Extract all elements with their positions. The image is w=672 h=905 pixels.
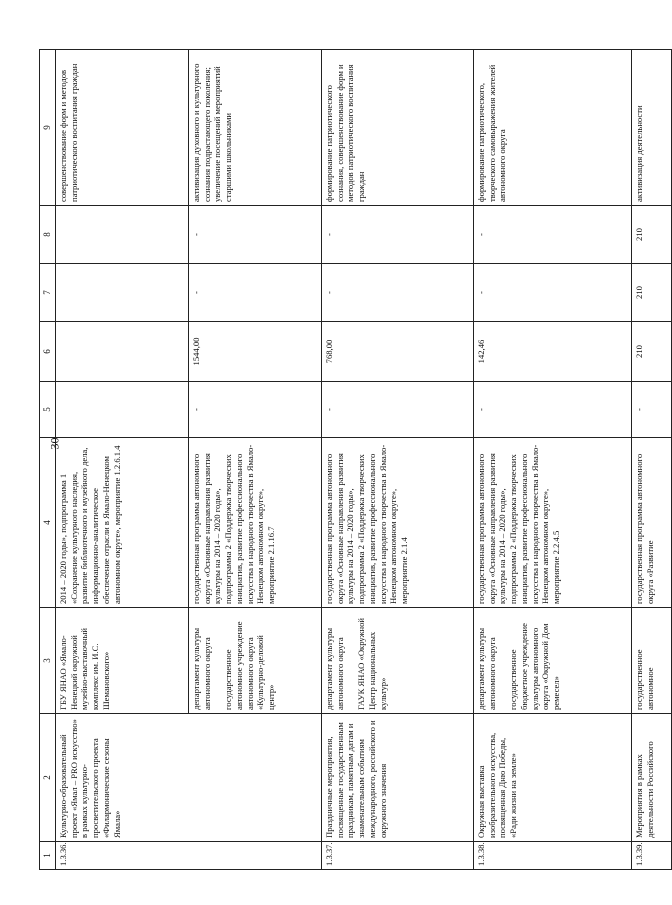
header-cell: 7 bbox=[40, 264, 56, 322]
expected-result: активизация духовного и культурного сознания подрастающего поколения; увеличение посещений мероприятий старшими школьниками bbox=[189, 50, 322, 206]
row-number: 1.3.38. bbox=[474, 842, 632, 870]
value-col6: 142,46 bbox=[474, 322, 632, 382]
executor: ГБУ ЯНАО «Ямало-Ненецкий окружной музейно-выставочный комплекс им. И.С. Шемановского» bbox=[56, 608, 189, 714]
value-col7: 210 bbox=[632, 264, 672, 322]
value-col8: - bbox=[189, 206, 322, 264]
event-name: Мероприятия в рамках деятельности Российского bbox=[632, 714, 672, 842]
value-col5: - bbox=[189, 382, 322, 438]
value-col5: - bbox=[632, 382, 672, 438]
header-cell: 8 bbox=[40, 206, 56, 264]
value-col6: 210 bbox=[632, 322, 672, 382]
value-col7: - bbox=[189, 264, 322, 322]
value-col7 bbox=[56, 264, 189, 322]
value-col8: - bbox=[474, 206, 632, 264]
header-cell: 2 bbox=[40, 714, 56, 842]
header-cell: 5 bbox=[40, 382, 56, 438]
header-cell: 6 bbox=[40, 322, 56, 382]
value-col5 bbox=[56, 382, 189, 438]
value-col5: - bbox=[322, 382, 474, 438]
program-reference: 2014 – 2020 годы», подпрограмма 1 «Сохранение культурного наследия, развитие библиотечного и музейного дела, информационно-аналитическое обеспечение отрасли в Ямало-Ненецком автономном округе», мероприятие 1.2.6.1.4 bbox=[56, 438, 189, 608]
header-cell: 4 bbox=[40, 438, 56, 608]
header-cell: 3 bbox=[40, 608, 56, 714]
table-row bbox=[632, 50, 672, 870]
row-number: 1.3.37. bbox=[322, 842, 474, 870]
table-row bbox=[56, 50, 189, 870]
event-name: Праздничные мероприятия, посвященные государственным праздникам, памятным датам и знаменательным событиям международного, российского и окружного значения bbox=[322, 714, 474, 842]
event-name: Окружная выставка изобразительного искусства, посвященная Дню Победы, «Ради жизни на земле» bbox=[474, 714, 632, 842]
executor: государственное автономное bbox=[632, 608, 672, 714]
program-reference: государственная программа автономного округа «Основные направления развития культуры на 2014 – 2020 годы», подпрограмма 2 «Поддержка творческих инициатив, развитие профессионального искусства и народного творчества в Ямало-Ненецком автономном округе», мероприятие 2.1.16.7 bbox=[189, 438, 322, 608]
value-col6: 1544,00 bbox=[189, 322, 322, 382]
program-reference: государственная программа автономного округа «Развитие bbox=[632, 438, 672, 608]
header-row bbox=[40, 50, 56, 870]
events-table bbox=[39, 49, 672, 870]
expected-result: активизация деятельности bbox=[632, 50, 672, 206]
value-col8 bbox=[56, 206, 189, 264]
value-col7: - bbox=[474, 264, 632, 322]
value-col8: 210 bbox=[632, 206, 672, 264]
expected-result: формирование патриотического, творческого самовыражения жителей автономного округа bbox=[474, 50, 632, 206]
page-number: 30 bbox=[47, 437, 62, 450]
table-row bbox=[474, 50, 632, 870]
header-cell: 1 bbox=[40, 842, 56, 870]
event-name: Культурно-образовательный проект «Ямал – PRO искусство» в рамках культурно-просветительского проекта «Филармонические сезоны Ямала» bbox=[56, 714, 322, 842]
header-cell: 9 bbox=[40, 50, 56, 206]
row-number: 1.3.36. bbox=[56, 842, 322, 870]
value-col5: - bbox=[474, 382, 632, 438]
value-col6: 768,00 bbox=[322, 322, 474, 382]
expected-result: формирование патриотического сознания, совершенствование форм и методов патриотического воспитания граждан bbox=[322, 50, 474, 206]
program-reference: государственная программа автономного округа «Основные направления развития культуры на 2014 – 2020 годы», подпрограмма 2 «Поддержка творческих инициатив, развитие профессионального искусства и народного творчества в Ямало-Ненецком автономном округе», мероприятие 2.2.4.5 bbox=[474, 438, 632, 608]
rotated-table-sheet bbox=[39, 50, 655, 870]
value-col6 bbox=[56, 322, 189, 382]
executor: департамент культуры автономного округа государственное автономное учреждение автономного округа «Культурно-деловой центр» bbox=[189, 608, 322, 714]
executor: департамент культуры автономного округа ГАУК ЯНАО «Окружной Центр национальных культур» bbox=[322, 608, 474, 714]
table-row bbox=[322, 50, 474, 870]
expected-result: совершенствование форм и методов патриотического воспитания граждан bbox=[56, 50, 189, 206]
value-col7: - bbox=[322, 264, 474, 322]
executor: департамент культуры автономного округа государственное бюджетное учреждение культуры автономного округа «Окружной Дом ремесел» bbox=[474, 608, 632, 714]
program-reference: государственная программа автономного округа «Основные направления развития культуры на 2014 – 2020 годы», подпрограмма 2 «Поддержка творческих инициатив, развитие профессионального искусства и народного творчества в Ямало-Ненецком автономном округе», мероприятие 2.1.4 bbox=[322, 438, 474, 608]
value-col8: - bbox=[322, 206, 474, 264]
row-number: 1.3.39. bbox=[632, 842, 672, 870]
